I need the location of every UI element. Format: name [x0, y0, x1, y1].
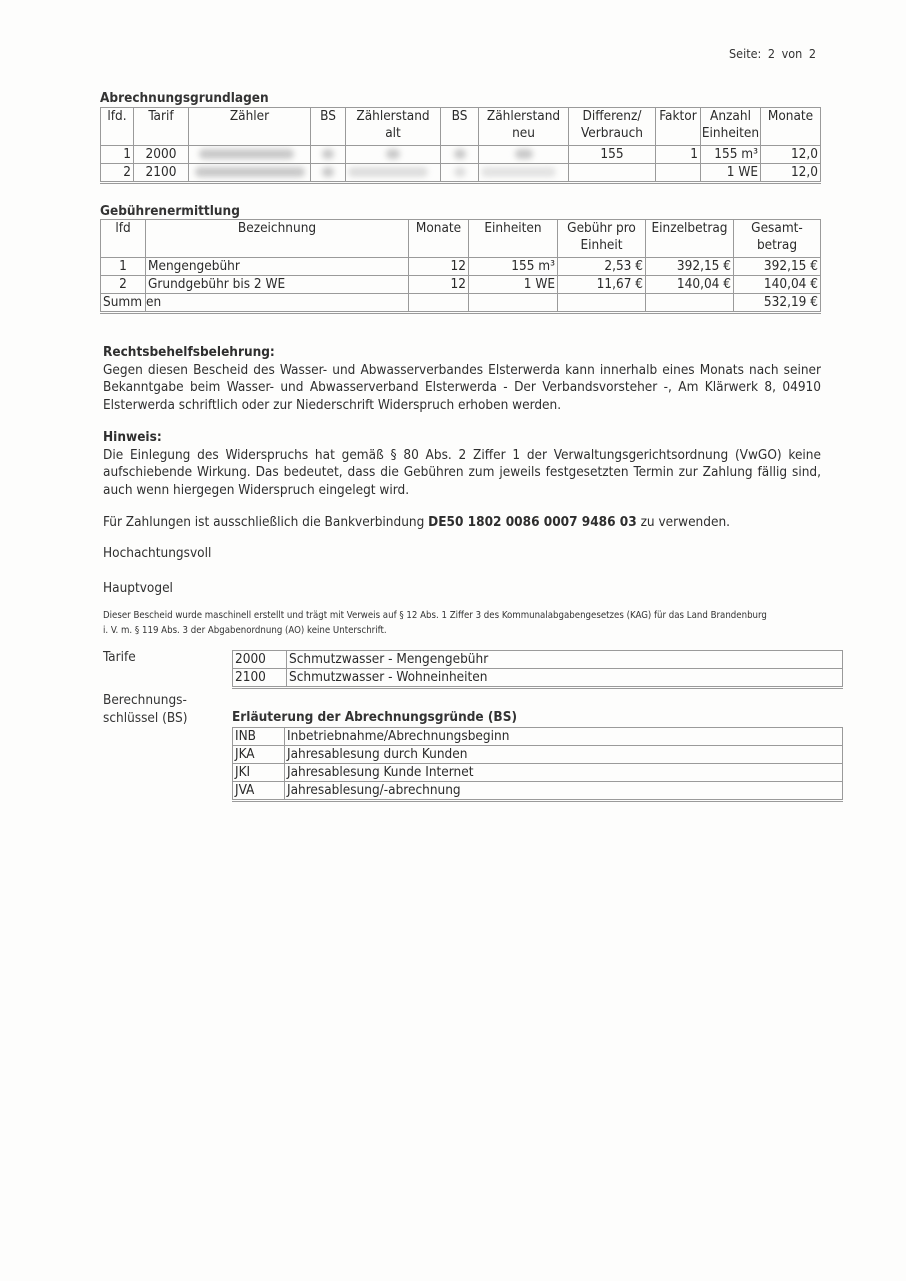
cell-stand-alt-redacted: [346, 146, 441, 164]
cell-einzelbetrag: 392,15 €: [646, 258, 734, 276]
cell-empty: [646, 294, 734, 313]
page-label: Seite:: [729, 46, 762, 61]
abrechnungsgrundlagen-table: [100, 107, 821, 184]
hinweis-text: Die Einlegung des Widerspruchs hat gemäß § 80 Abs. 2 Ziffer 1 der Verwaltungsgerichtsordnung (VwGO) keine aufschiebende Wirkung. Das bedeutet, dass die Gebühren zum jeweils festgesetzten Termin zur Zahlung fällig sind, auch wenn hiergegen Widerspruch eingelegt wird.: [103, 446, 821, 498]
table-row: [101, 146, 821, 164]
table-row: [101, 164, 821, 183]
tarif-code: 2000: [233, 651, 287, 669]
table-row: [233, 728, 843, 746]
cell-empty: [469, 294, 558, 313]
cell-tarif: 2100: [134, 164, 189, 183]
cell-einheiten: 1 WE: [701, 164, 761, 183]
cell-einzelbetrag: 140,04 €: [646, 276, 734, 294]
signature: Hauptvogel: [103, 580, 173, 596]
bs-code: JVA: [233, 782, 285, 801]
cell-bezeichnung: Mengengebühr: [146, 258, 409, 276]
cell-einheiten: 155 m³: [701, 146, 761, 164]
cell-bs2-redacted: [441, 146, 479, 164]
berechnungsschluessel-label: [103, 691, 187, 727]
closing: Hochachtungsvoll: [103, 545, 212, 561]
rechtsbehelfsbelehrung-text: Gegen diesen Bescheid des Wasser- und Abwasserverbandes Elsterwerda kann innerhalb eines Monats nach seiner Bekanntgabe beim Wasser- und Abwasserverband Elsterwerda - Der Verbandsvorsteher -, Am Klärwerk 8, 04910 Elsterwerda schriftlich oder zur Niederschrift Widerspruch erhoben werden.: [103, 361, 821, 413]
zahlung-suffix: zu verwenden.: [640, 514, 730, 530]
bs-desc: Jahresablesung durch Kunden: [285, 746, 843, 764]
cell-monate: 12,0: [761, 146, 821, 164]
cell-monate: 12: [409, 276, 469, 294]
bs-code: JKI: [233, 764, 285, 782]
cell-empty: [558, 294, 646, 313]
cell-lfd: 2: [101, 276, 146, 294]
cell-bs-redacted: [311, 164, 346, 183]
zahlung-line: [103, 514, 730, 530]
cell-stand-alt: [346, 164, 441, 183]
table-header-row: [101, 108, 821, 146]
table-row: [233, 782, 843, 801]
col-header-zaehler: Zähler: [189, 108, 311, 146]
table-row: [233, 746, 843, 764]
summen-label-a: Summ: [101, 294, 146, 313]
table-row: [233, 764, 843, 782]
rechtsbehelfsbelehrung-title: Rechtsbehelfsbelehrung:: [103, 344, 275, 360]
summen-row: [101, 294, 821, 313]
table-row: [233, 651, 843, 669]
col-header-bs: BS: [311, 108, 346, 146]
table-row: [101, 258, 821, 276]
cell-zaehler-redacted: [189, 164, 311, 183]
col-header-bs-2: BS: [441, 108, 479, 146]
col-header-zaehlerstand-neu: Zählerstand neu: [479, 108, 569, 146]
cell-differenz: [569, 164, 656, 183]
abrechnungsgrundlagen-title: Abrechnungsgrundlagen: [100, 90, 269, 106]
berechnungsschluessel-label-line-2: schlüssel (BS): [103, 710, 188, 726]
berechnungsschluessel-label-line-1: Berechnungs-: [103, 692, 187, 708]
tarife-table: [232, 650, 843, 689]
cell-gesamtbetrag: 392,15 €: [734, 258, 821, 276]
cell-lfd: 2: [101, 164, 134, 183]
tarif-code: 2100: [233, 669, 287, 688]
hinweis: [103, 429, 821, 499]
page-of-label: von: [781, 46, 803, 61]
bs-desc: Jahresablesung/-abrechnung: [285, 782, 843, 801]
cell-gebuehr-pro-einheit: 2,53 €: [558, 258, 646, 276]
tarif-desc: Schmutzwasser - Wohneinheiten: [287, 669, 843, 688]
summen-label-b: en: [146, 294, 409, 313]
iban: DE50 1802 0086 0007 9486 03: [428, 514, 637, 530]
footnote-line-2: i. V. m. § 119 Abs. 3 der Abgabenordnung (AO) keine Unterschrift.: [103, 625, 387, 636]
cell-monate: 12: [409, 258, 469, 276]
table-row: [233, 669, 843, 688]
bs-code: INB: [233, 728, 285, 746]
cell-bs2-redacted: [441, 164, 479, 183]
cell-empty: [409, 294, 469, 313]
zahlung-prefix: Für Zahlungen ist ausschließlich die Bankverbindung: [103, 514, 425, 530]
bs-desc: Inbetriebnahme/Abrechnungsbeginn: [285, 728, 843, 746]
col-header-einzelbetrag: Einzelbetrag: [646, 220, 734, 258]
col-header-zaehlerstand-alt: Zählerstand alt: [346, 108, 441, 146]
cell-einheiten: 1 WE: [469, 276, 558, 294]
cell-differenz: 155: [569, 146, 656, 164]
cell-faktor: 1: [656, 146, 701, 164]
cell-bs-redacted: [311, 146, 346, 164]
cell-monate: 12,0: [761, 164, 821, 183]
tarif-desc: Schmutzwasser - Mengengebühr: [287, 651, 843, 669]
cell-lfd: 1: [101, 146, 134, 164]
cell-zaehler-redacted: [189, 146, 311, 164]
berechnungsschluessel-table: [232, 727, 843, 802]
table-row: [101, 276, 821, 294]
bs-code: JKA: [233, 746, 285, 764]
cell-stand-neu-redacted: [479, 146, 569, 164]
cell-bezeichnung: Grundgebühr bis 2 WE: [146, 276, 409, 294]
tarife-label: Tarife: [103, 649, 136, 665]
col-header-lfd: lfd.: [101, 108, 134, 146]
col-header-gebuehr-pro-einheit: Gebühr pro Einheit: [558, 220, 646, 258]
col-header-bezeichnung: Bezeichnung: [146, 220, 409, 258]
col-header-monate: Monate: [761, 108, 821, 146]
col-header-lfd: lfd: [101, 220, 146, 258]
col-header-gesamtbetrag: Gesamt- betrag: [734, 220, 821, 258]
col-header-differenz: Differenz/ Verbrauch: [569, 108, 656, 146]
cell-lfd: 1: [101, 258, 146, 276]
summen-gesamtbetrag: 532,19 €: [734, 294, 821, 313]
page-number: [729, 46, 816, 61]
hinweis-title: Hinweis:: [103, 429, 162, 445]
rechtsbehelfsbelehrung: [103, 344, 821, 414]
col-header-monate: Monate: [409, 220, 469, 258]
cell-gebuehr-pro-einheit: 11,67 €: [558, 276, 646, 294]
gebuehrenermittlung-table: [100, 219, 821, 314]
cell-einheiten: 155 m³: [469, 258, 558, 276]
page-current: 2: [767, 46, 776, 61]
table-header-row: [101, 220, 821, 258]
bs-desc: Jahresablesung Kunde Internet: [285, 764, 843, 782]
cell-gesamtbetrag: 140,04 €: [734, 276, 821, 294]
footnote-line-1: Dieser Bescheid wurde maschinell erstellt und trägt mit Verweis auf § 12 Abs. 1 Ziffer 3 des Kommunalabgabengesetzes (KAG) für das Land Brandenburg: [103, 610, 767, 621]
col-header-anzahl-einheiten: Anzahl Einheiten: [701, 108, 761, 146]
cell-tarif: 2000: [134, 146, 189, 164]
cell-stand-neu: [479, 164, 569, 183]
cell-faktor: [656, 164, 701, 183]
gebuehrenermittlung-title: Gebührenermittlung: [100, 203, 240, 219]
col-header-einheiten: Einheiten: [469, 220, 558, 258]
berechnungsschluessel-title: Erläuterung der Abrechnungsgründe (BS): [232, 709, 517, 725]
footnote: [103, 608, 848, 638]
col-header-faktor: Faktor: [656, 108, 701, 146]
col-header-tarif: Tarif: [134, 108, 189, 146]
page-total: 2: [808, 46, 817, 61]
